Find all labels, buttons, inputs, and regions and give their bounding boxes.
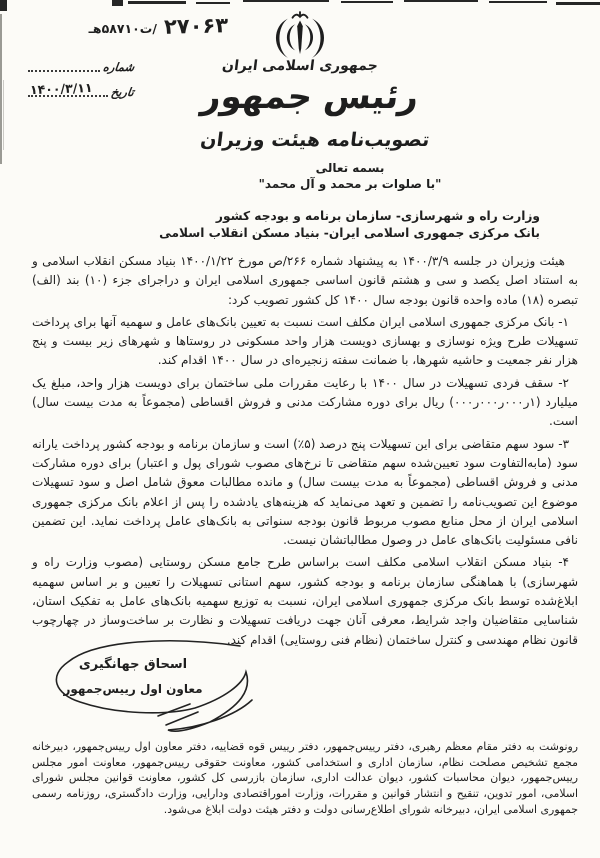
invocation: بسمه تعالی [315,161,385,175]
decree-item-4: ۴- بنیاد مسکن انقلاب اسلامی مکلف است براساس طرح جامع مسکن روستایی (مصوب وزارت راه و شهرسازی) با هماهنگی سازمان برنامه و بودجه کشور، سهم استانی تسهیلات را تعیین و بر اساس سهمیه ابلاغ‌شده توسط بانک مرکزی جمهوری اسلامی ایران، نسبت به توزیع سهمیه بانک‌های عامل به تفکیک استان، شناسایی متقاضیان واجد شرایط، معرفی آنان جهت دریافت تسهیلات و نظارت بر ساخت‌وساز در چهارچوب قانون نظام مهندسی و کنترل ساختمان (نظام فنی روستایی) اقدام کند. [32,555,578,647]
scan-edge-tear [341,1,393,3]
country-name: جمهوری اسلامی ایران [221,58,379,74]
number-date-fields [28,57,136,99]
number-field [28,57,136,74]
number-dotted-line [28,60,100,72]
decree-intro: هیئت وزیران در جلسه ۱۴۰۰/۳/۹ به پیشنهاد شماره ۲۶۶/ص مورخ ۱۴۰۰/۱/۲۲ بنیاد مسکن انقلاب اسلامی و به استناد اصل یکصد و سی و هشتم قانون اساسی جمهوری اسلامی ایران و دراجرای جزء (۱۰) بند (الف) تبصره (۱۸) ماده واحده قانون بودجه سال ۱۴۰۰ کل کشور تصویب کرد: [32,254,578,307]
number-field-label: شماره [101,60,135,74]
scan-edge-line [3,80,4,150]
scan-speck [0,0,7,11]
decree-body [32,252,578,653]
decree-item-2: ۲- سقف فردی تسهیلات در سال ۱۴۰۰ با رعایت مقررات ملی ساختمان برای دویست هزار واحد، مبلغ یک میلیارد (۱ر۰۰۰ر۰۰۰ر۰۰۰) ریال برای دوره مشارکت مدنی و فروش اقساطی (مجموعاً به مدت بیست سال) است. [32,375,578,429]
decree-item-1: ۱- بانک مرکزی جمهوری اسلامی ایران مکلف است نسبت به تعیین بانک‌های عامل و سهمیه آنها برای پرداخت تسهیلات طرح ویژه نوسازی و بهسازی دویست هزار واحد مسکونی در روستاها و شهرهای زیر بیست و پنج هزار نفر جمعیت و حاشیه شهرها، با ضمانت سفته زنجیره‌ای در سال ۱۴۰۰ اقدام کند. [32,314,578,368]
decree-number [30,14,228,48]
addressee-line-2: بانک مرکزی جمهوری اسلامی ایران- بنیاد مسکن انقلاب اسلامی [159,225,540,240]
scan-edge-tear [196,2,230,4]
addressee-line-1: وزارت راه و شهرسازی- سازمان برنامه و بودجه کشور [215,209,540,223]
decree-number-printed: /ت۵۸۷۱۰هـ [88,21,157,36]
scan-edge-tear [128,1,186,4]
decree-item-3: ۳- سود سهم متقاضی برای این تسهیلات پنج درصد (۵٪) است و سازمان برنامه و بودجه کشور پرداخت یارانه سود (مابه‌التفاوت سود تعیین‌شده سهم متقاضی تا نرخ‌های مصوب شورای پول و اعتبار) برای دوره مشارکت مدنی و فروش اقساطی (مجموعاً به مدت بیست سال) و مانده مطالبات معوق شامل اصل و سود تسهیلات موضوع این تصویب‌نامه را تضمین و تعهد می‌نماید که هزینه‌های یادشده را پس از اعلام بانک مرکزی جمهوری اسلامی ایران از محل منابع مصوب مربوط قانون بودجه سنواتی به بانک‌های عامل پرداخت نماید. این تضمین نافی مسئولیت بانک‌های عامل در وصول مطالباتشان نیست. [32,436,578,548]
signature-title: معاون اول رییس‌جمهور [63,682,203,696]
scan-edge-tear [489,1,547,3]
date-field [28,79,136,99]
scan-speck [112,0,123,6]
addressees [159,208,540,241]
signature-name: اسحاق جهانگیری [78,657,188,672]
scan-edge-line [0,14,2,164]
scan-edge-tear [556,2,600,5]
salutation: "با صلوات بر محمد و آل محمد" [258,177,442,191]
date-value-handwritten: ۱۴۰۰/۳/۱۱ [29,79,93,98]
iran-emblem-icon [272,11,328,58]
president-title-calligraphy: رئیس جمهور [199,77,421,117]
signature-scribble [38,634,268,746]
scan-edge-tear [404,0,478,2]
decree-type-calligraphy: تصویب‌نامه هیئت وزیران [199,129,431,151]
decree-number-handwritten: ۲۷۰۶۳ [163,13,229,39]
cc-paragraph: رونوشت به دفتر مقام معظم رهبری، دفتر رییس‌جمهور، دفتر رییس قوه قضاییه، دفتر معاون اول رییس‌جمهور، دبیرخانه مجمع تشخیص مصلحت نظام، سازمان اداری و استخدامی کشور، معاونت حقوقی رییس‌جمهور، معاونت امور مجلس رییس‌جمهور، دیوان محاسبات کشور، دیوان عدالت اداری، سازمان بازرسی کل کشور، معاونت قوانین مجلس شورای اسلامی، امور تدوین، تنقیح و انتشار قوانین و مقررات، وزارت اموراقتصادی ودارایی، وزارت دادگستری، روزنامه رسمی جمهوری اسلامی ایران، دبیرخانه شورای اطلاع‌رسانی دولت و دفتر هیئت دولت ابلاغ می‌شود. [32,740,578,816]
scan-edge-tear [243,0,329,2]
date-field-label: تاریخ [110,85,135,99]
